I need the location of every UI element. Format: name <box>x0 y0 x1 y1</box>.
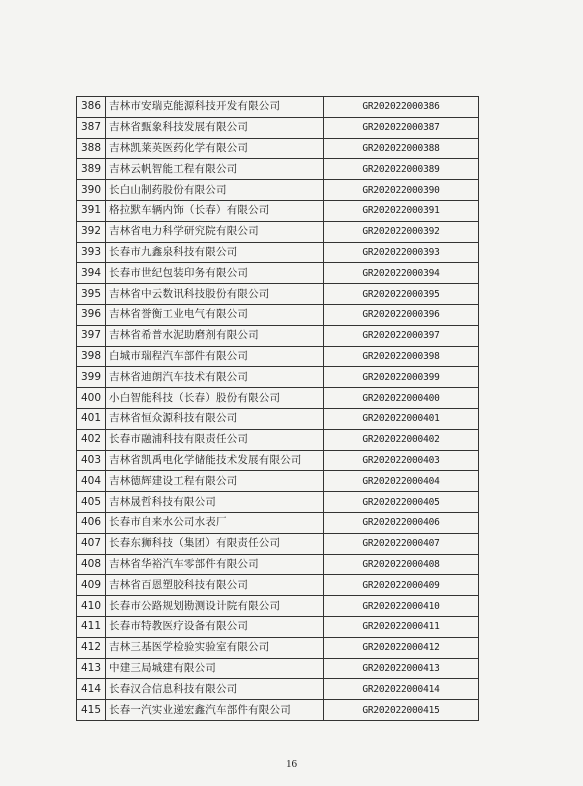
company-list-table <box>76 96 479 721</box>
company-name-cell: 吉林省迪朗汽车技术有限公司 <box>106 367 324 388</box>
company-name-cell: 中建三局城建有限公司 <box>106 658 324 679</box>
row-number-cell: 395 <box>77 284 106 305</box>
certificate-code-cell: GR202022000389 <box>324 159 479 180</box>
certificate-code-cell: GR202022000392 <box>324 221 479 242</box>
certificate-code-cell: GR202022000388 <box>324 138 479 159</box>
company-name-cell: 吉林晟哲科技有限公司 <box>106 492 324 513</box>
certificate-code-cell: GR202022000410 <box>324 596 479 617</box>
row-number-cell: 410 <box>77 596 106 617</box>
company-name-cell: 吉林省电力科学研究院有限公司 <box>106 221 324 242</box>
certificate-code-cell: GR202022000391 <box>324 200 479 221</box>
row-number-cell: 387 <box>77 117 106 138</box>
table-row <box>77 242 479 263</box>
row-number-cell: 392 <box>77 221 106 242</box>
certificate-code-cell: GR202022000403 <box>324 450 479 471</box>
company-name-cell: 吉林省希普水泥助磨剂有限公司 <box>106 325 324 346</box>
company-name-cell: 长白山制药股份有限公司 <box>106 180 324 201</box>
row-number-cell: 413 <box>77 658 106 679</box>
table-row <box>77 616 479 637</box>
row-number-cell: 405 <box>77 492 106 513</box>
table-body <box>77 97 479 721</box>
table-row <box>77 554 479 575</box>
certificate-code-cell: GR202022000413 <box>324 658 479 679</box>
company-name-cell: 吉林省甄象科技发展有限公司 <box>106 117 324 138</box>
certificate-code-cell: GR202022000409 <box>324 575 479 596</box>
certificate-code-cell: GR202022000402 <box>324 429 479 450</box>
company-name-cell: 格拉默车辆内饰（长春）有限公司 <box>106 200 324 221</box>
company-name-cell: 吉林省华裕汽车零部件有限公司 <box>106 554 324 575</box>
row-number-cell: 390 <box>77 180 106 201</box>
certificate-code-cell: GR202022000401 <box>324 408 479 429</box>
row-number-cell: 386 <box>77 97 106 118</box>
row-number-cell: 391 <box>77 200 106 221</box>
certificate-code-cell: GR202022000400 <box>324 388 479 409</box>
company-name-cell: 长春东狮科技（集团）有限责任公司 <box>106 533 324 554</box>
row-number-cell: 396 <box>77 304 106 325</box>
certificate-code-cell: GR202022000396 <box>324 304 479 325</box>
row-number-cell: 398 <box>77 346 106 367</box>
certificate-code-cell: GR202022000408 <box>324 554 479 575</box>
table-row <box>77 346 479 367</box>
company-name-cell: 长春汉合信息科技有限公司 <box>106 679 324 700</box>
row-number-cell: 408 <box>77 554 106 575</box>
company-name-cell: 白城市瑞程汽车部件有限公司 <box>106 346 324 367</box>
certificate-code-cell: GR202022000412 <box>324 637 479 658</box>
table-row <box>77 575 479 596</box>
row-number-cell: 407 <box>77 533 106 554</box>
company-name-cell: 长春市世纪包装印务有限公司 <box>106 263 324 284</box>
table-row <box>77 596 479 617</box>
table-row <box>77 159 479 180</box>
row-number-cell: 412 <box>77 637 106 658</box>
table-row <box>77 367 479 388</box>
table-row <box>77 263 479 284</box>
company-name-cell: 长春市特教医疗设备有限公司 <box>106 616 324 637</box>
company-name-cell: 吉林省恒众源科技有限公司 <box>106 408 324 429</box>
company-name-cell: 长春市自来水公司水表厂 <box>106 512 324 533</box>
table-row <box>77 180 479 201</box>
certificate-code-cell: GR202022000387 <box>324 117 479 138</box>
table-row <box>77 138 479 159</box>
company-name-cell: 吉林三基医学检验实验室有限公司 <box>106 637 324 658</box>
row-number-cell: 402 <box>77 429 106 450</box>
table-row <box>77 512 479 533</box>
row-number-cell: 400 <box>77 388 106 409</box>
company-name-cell: 长春一汽实业递宏鑫汽车部件有限公司 <box>106 700 324 721</box>
row-number-cell: 397 <box>77 325 106 346</box>
certificate-code-cell: GR202022000405 <box>324 492 479 513</box>
certificate-code-cell: GR202022000404 <box>324 471 479 492</box>
certificate-code-cell: GR202022000414 <box>324 679 479 700</box>
certificate-code-cell: GR202022000395 <box>324 284 479 305</box>
company-name-cell: 吉林省百恩塑胶科技有限公司 <box>106 575 324 596</box>
certificate-code-cell: GR202022000415 <box>324 700 479 721</box>
table-row <box>77 97 479 118</box>
row-number-cell: 403 <box>77 450 106 471</box>
certificate-code-cell: GR202022000399 <box>324 367 479 388</box>
table-row <box>77 450 479 471</box>
table-row <box>77 408 479 429</box>
company-name-cell: 吉林市安瑞克能源科技开发有限公司 <box>106 97 324 118</box>
table-row <box>77 200 479 221</box>
company-name-cell: 长春市融浦科技有限责任公司 <box>106 429 324 450</box>
table-row <box>77 471 479 492</box>
company-name-cell: 吉林云帆智能工程有限公司 <box>106 159 324 180</box>
table-row <box>77 117 479 138</box>
table-row <box>77 284 479 305</box>
row-number-cell: 406 <box>77 512 106 533</box>
row-number-cell: 414 <box>77 679 106 700</box>
certificate-code-cell: GR202022000393 <box>324 242 479 263</box>
row-number-cell: 388 <box>77 138 106 159</box>
page-number: 16 <box>286 758 297 770</box>
row-number-cell: 415 <box>77 700 106 721</box>
certificate-code-cell: GR202022000390 <box>324 180 479 201</box>
table-row <box>77 533 479 554</box>
certificate-code-cell: GR202022000411 <box>324 616 479 637</box>
row-number-cell: 411 <box>77 616 106 637</box>
table-row <box>77 388 479 409</box>
table-row <box>77 429 479 450</box>
row-number-cell: 394 <box>77 263 106 284</box>
table-row <box>77 700 479 721</box>
table-row <box>77 304 479 325</box>
certificate-code-cell: GR202022000398 <box>324 346 479 367</box>
row-number-cell: 401 <box>77 408 106 429</box>
table-row <box>77 679 479 700</box>
company-name-cell: 吉林省凯禹电化学储能技术发展有限公司 <box>106 450 324 471</box>
row-number-cell: 409 <box>77 575 106 596</box>
row-number-cell: 393 <box>77 242 106 263</box>
certificate-code-cell: GR202022000407 <box>324 533 479 554</box>
company-name-cell: 吉林省誉衡工业电气有限公司 <box>106 304 324 325</box>
certificate-code-cell: GR202022000394 <box>324 263 479 284</box>
company-name-cell: 吉林凯莱英医药化学有限公司 <box>106 138 324 159</box>
row-number-cell: 389 <box>77 159 106 180</box>
table-row <box>77 325 479 346</box>
table-row <box>77 637 479 658</box>
table-row <box>77 658 479 679</box>
company-name-cell: 长春市九鑫泉科技有限公司 <box>106 242 324 263</box>
row-number-cell: 404 <box>77 471 106 492</box>
table-row <box>77 221 479 242</box>
table-row <box>77 492 479 513</box>
certificate-code-cell: GR202022000397 <box>324 325 479 346</box>
company-name-cell: 长春市公路规划勘测设计院有限公司 <box>106 596 324 617</box>
row-number-cell: 399 <box>77 367 106 388</box>
certificate-code-cell: GR202022000386 <box>324 97 479 118</box>
company-name-cell: 吉林省中云数讯科技股份有限公司 <box>106 284 324 305</box>
company-name-cell: 小白智能科技（长春）股份有限公司 <box>106 388 324 409</box>
certificate-code-cell: GR202022000406 <box>324 512 479 533</box>
company-name-cell: 吉林德辉建设工程有限公司 <box>106 471 324 492</box>
